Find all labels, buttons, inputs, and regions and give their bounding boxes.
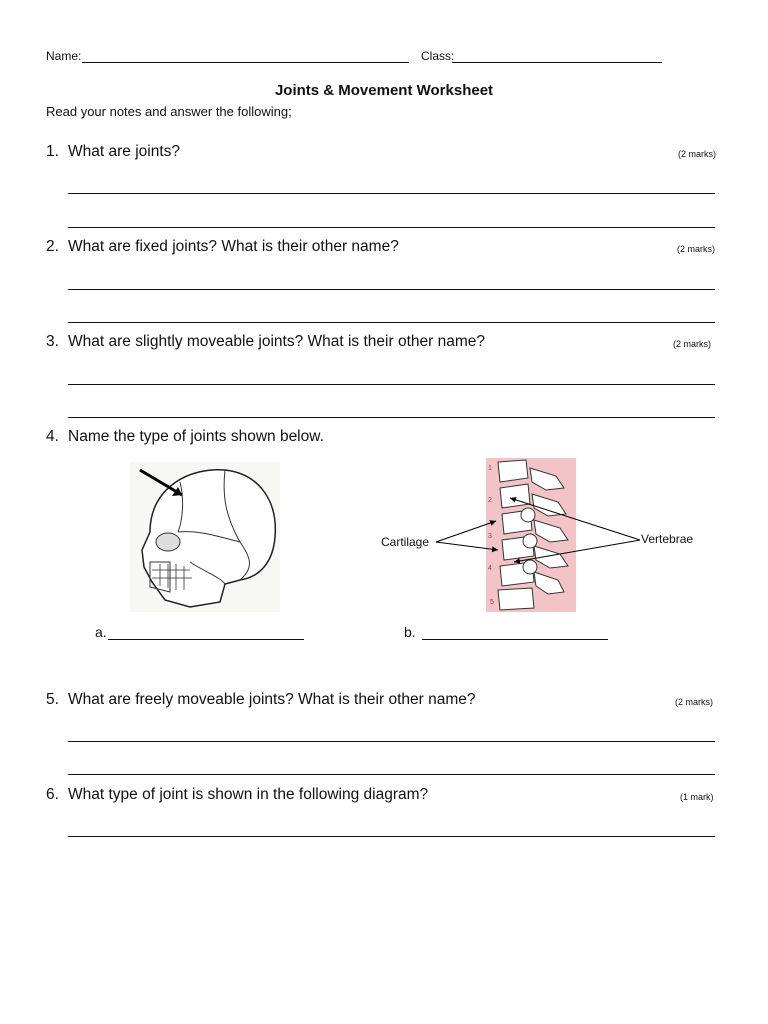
answer-line[interactable] [68, 193, 715, 194]
marks-label: (1 mark) [680, 792, 714, 802]
question-1 [46, 143, 180, 161]
answer-line[interactable] [68, 774, 715, 775]
spine-number: 4 [488, 565, 492, 572]
question-number: 3. [46, 333, 59, 350]
question-number: 1. [46, 143, 59, 160]
page-title: Joints & Movement Worksheet [274, 82, 494, 99]
class-field[interactable] [452, 62, 662, 63]
answer-a-line[interactable] [108, 639, 304, 640]
question-6 [46, 786, 428, 804]
marks-label: (2 marks) [678, 149, 716, 159]
question-text: What are slightly moveable joints? What is their other name? [68, 333, 485, 350]
question-number: 5. [46, 691, 59, 708]
answer-b-label: b. [404, 624, 416, 640]
question-text: What are fixed joints? What is their other name? [68, 238, 399, 255]
spine-number: 2 [488, 497, 492, 504]
question-text: What type of joint is shown in the following diagram? [68, 786, 429, 803]
cartilage-label: Cartilage [381, 535, 430, 549]
question-2 [46, 238, 399, 256]
question-3 [46, 333, 485, 351]
question-text: What are freely moveable joints? What is their other name? [68, 691, 476, 708]
question-number: 6. [46, 786, 59, 803]
answer-line[interactable] [68, 384, 715, 385]
question-number: 2. [46, 238, 59, 255]
question-5 [46, 691, 476, 709]
answer-line[interactable] [68, 417, 715, 418]
marks-label: (2 marks) [673, 339, 711, 349]
answer-line[interactable] [68, 322, 715, 323]
question-4 [46, 428, 324, 446]
answer-line[interactable] [68, 227, 715, 228]
question-text: Name the type of joints shown below. [68, 428, 324, 445]
answer-line[interactable] [68, 289, 715, 290]
answer-a-label: a. [95, 624, 107, 640]
name-label: Name: [46, 49, 82, 63]
class-label: Class: [421, 49, 455, 63]
skull-image [130, 462, 280, 612]
answer-b-line[interactable] [422, 639, 608, 640]
marks-label: (2 marks) [677, 244, 715, 254]
question-text: What are joints? [68, 143, 180, 160]
spine-number: 1 [488, 465, 492, 472]
spine-number: 5 [490, 599, 494, 606]
instructions: Read your notes and answer the following; [46, 104, 292, 119]
name-field[interactable] [82, 62, 409, 63]
answer-line[interactable] [68, 741, 715, 742]
spine-number: 3 [488, 533, 492, 540]
answer-line[interactable] [68, 836, 715, 837]
marks-label: (2 marks) [675, 697, 713, 707]
spine-label-arrows [430, 490, 645, 580]
question-number: 4. [46, 428, 59, 445]
vertebrae-label: Vertebrae [641, 532, 694, 546]
